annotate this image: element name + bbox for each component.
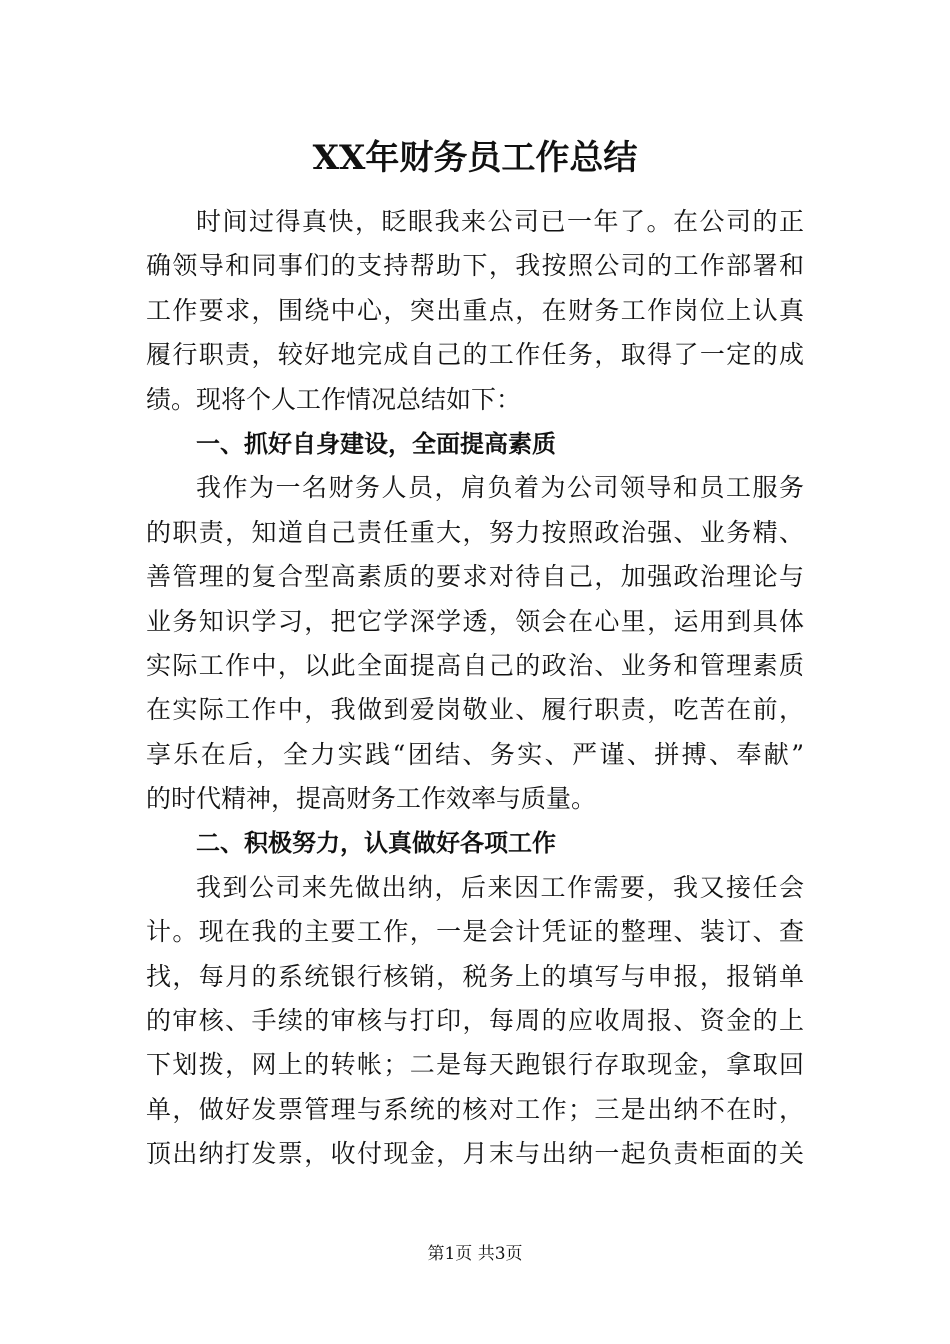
paragraph-line: 时间过得真快，眨眼我来公司已一年了。在公司的正	[196, 207, 804, 236]
document-title: XX年财务员工作总结	[312, 138, 638, 178]
paragraph-line: 的职责，知道自己责任重大，努力按照政治强、业务精、	[146, 517, 804, 547]
paragraph-line: 绩。现将个人工作情况总结如下：	[146, 384, 522, 414]
paragraph-line: 单，做好发票管理与系统的核对工作；三是出纳不在时，	[146, 1094, 804, 1124]
paragraph-line: 的审核、手续的审核与打印，每周的应收周报、资金的上	[146, 1006, 804, 1036]
paragraph-line: 善管理的复合型高素质的要求对待自己，加强政治理论与	[146, 562, 804, 592]
page-footer: 第1页 共3页	[427, 1244, 523, 1264]
section-heading-1: 一、抓好自身建设，全面提高素质	[196, 429, 556, 458]
paragraph-line: 实际工作中，以此全面提高自己的政治、业务和管理素质	[146, 650, 804, 680]
paragraph-line: 履行职责，较好地完成自己的工作任务，取得了一定的成	[146, 340, 804, 370]
section-heading-2: 二、积极努力，认真做好各项工作	[196, 829, 556, 858]
paragraph-line: 找，每月的系统银行核销，税务上的填写与申报，报销单	[146, 961, 804, 991]
paragraph-line: 工作要求，围绕中心，突出重点，在财务工作岗位上认真	[146, 295, 804, 325]
document-body	[146, 200, 804, 1177]
paragraph-line: 计。现在我的主要工作，一是会计凭证的整理、装订、查	[146, 917, 804, 947]
paragraph-line: 我作为一名财务人员，肩负着为公司领导和员工服务	[196, 473, 804, 503]
paragraph-line: 确领导和同事们的支持帮助下，我按照公司的工作部署和	[146, 251, 804, 281]
paragraph-line: 享乐在后，全力实践“团结、务实、严谨、拼搏、奉献”	[146, 739, 804, 769]
paragraph-line: 顶出纳打发票，收付现金，月末与出纳一起负责柜面的关	[146, 1139, 804, 1169]
paragraph-line: 下划拨，网上的转帐；二是每天跑银行存取现金，拿取回	[146, 1050, 804, 1080]
paragraph-line: 我到公司来先做出纳，后来因工作需要，我又接任会	[196, 872, 804, 902]
paragraph-line: 的时代精神，提高财务工作效率与质量。	[146, 784, 597, 814]
paragraph-line: 业务知识学习，把它学深学透，领会在心里，运用到具体	[146, 606, 804, 636]
paragraph-line: 在实际工作中，我做到爱岗敬业、履行职责，吃苦在前，	[146, 695, 804, 725]
